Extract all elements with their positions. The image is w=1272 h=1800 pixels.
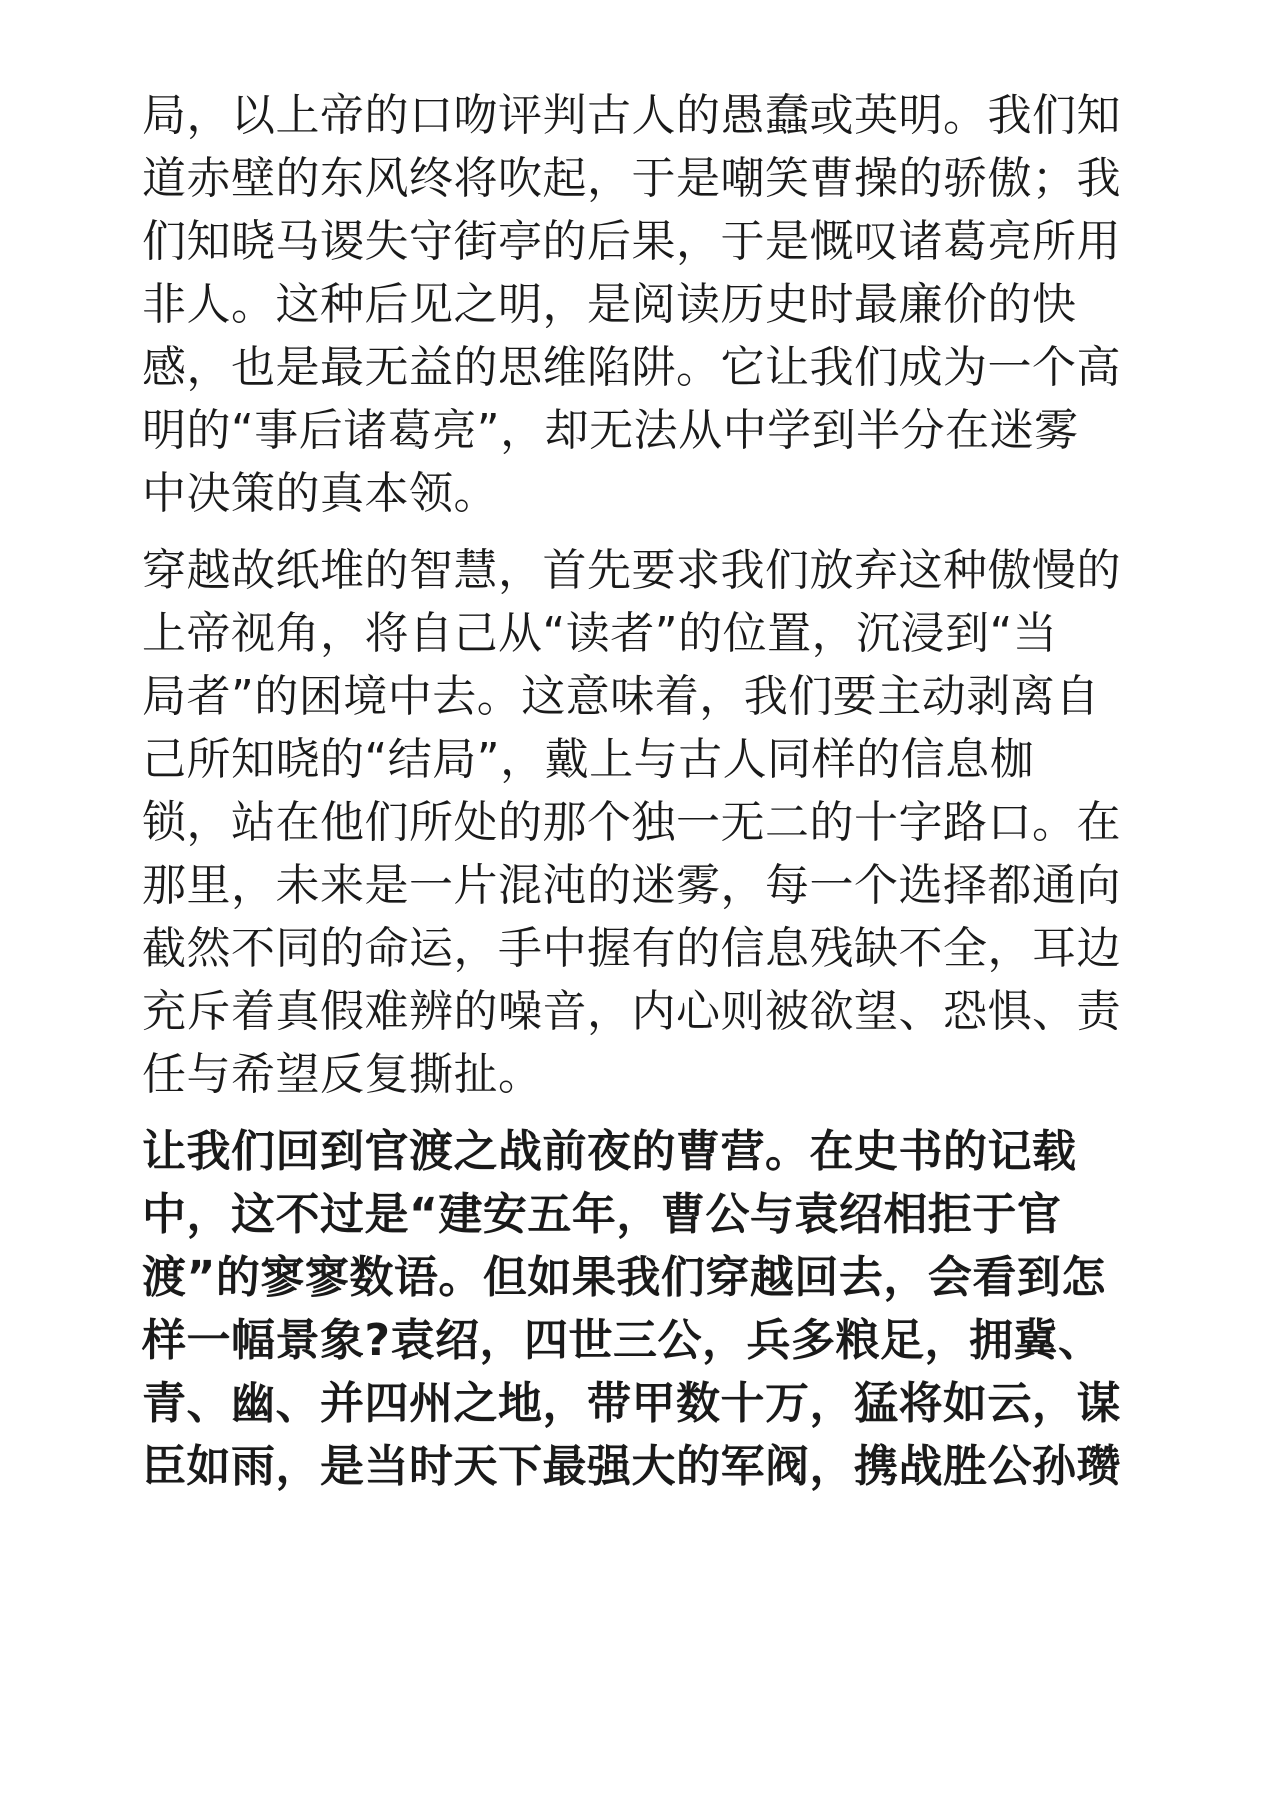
paragraph-1-line-7: 中决策的真本领。 [142, 468, 498, 519]
paragraph-2-line-6: 那里，未来是一片混沌的迷雾，每一个选择都通向 [142, 860, 1121, 911]
paragraph-3-line-5: 青、幽、并四州之地，带甲数十万，猛将如云，谋 [142, 1378, 1121, 1429]
paragraph-1-line-1: 局，以上帝的口吻评判古人的愚蠢或英明。我们知 [142, 90, 1121, 141]
paragraph-2-line-5: 锁，站在他们所处的那个独一无二的十字路口。在 [142, 797, 1121, 848]
paragraph-3-line-1: 让我们回到官渡之战前夜的曹营。在史书的记载 [142, 1126, 1077, 1177]
paragraph-2-line-2: 上帝视角，将自己从“读者”的位置，沉浸到“当 [142, 608, 1058, 659]
paragraph-1-line-3: 们知晓马谡失守街亭的后果，于是慨叹诸葛亮所用 [142, 216, 1121, 267]
paragraph-3-line-6: 臣如雨，是当时天下最强大的军阀，携战胜公孙瓒 [142, 1441, 1121, 1492]
paragraph-1-line-2: 道赤壁的东风终将吹起，于是嘲笑曹操的骄傲；我 [142, 153, 1121, 204]
paragraph-3-line-2: 中，这不过是“建安五年，曹公与袁绍相拒于官 [142, 1189, 1062, 1240]
paragraph-1-line-6: 明的“事后诸葛亮”，却无法从中学到半分在迷雾 [142, 405, 1079, 456]
paragraph-1-line-5: 感，也是最无益的思维陷阱。它让我们成为一个高 [142, 342, 1121, 393]
paragraph-2-line-7: 截然不同的命运，手中握有的信息残缺不全，耳边 [142, 923, 1121, 974]
paragraph-1-line-4: 非人。这种后见之明，是阅读历史时最廉价的快 [142, 279, 1077, 330]
paragraph-2-line-9: 任与希望反复撕扯。 [142, 1049, 543, 1100]
paragraph-2-line-1: 穿越故纸堆的智慧，首先要求我们放弃这种傲慢的 [142, 545, 1121, 596]
paragraph-3-line-3: 渡”的寥寥数语。但如果我们穿越回去，会看到怎 [142, 1252, 1106, 1303]
paragraph-3-line-4: 样一幅景象?袁绍，四世三公，兵多粮足，拥冀、 [142, 1315, 1103, 1366]
paragraph-2-line-8: 充斥着真假难辨的噪音，内心则被欲望、恐惧、责 [142, 986, 1121, 1037]
paragraph-2-line-4: 己所知晓的“结局”，戴上与古人同样的信息枷 [142, 734, 1035, 785]
paragraph-2-line-3: 局者”的困境中去。这意味着，我们要主动剥离自 [142, 671, 1100, 722]
